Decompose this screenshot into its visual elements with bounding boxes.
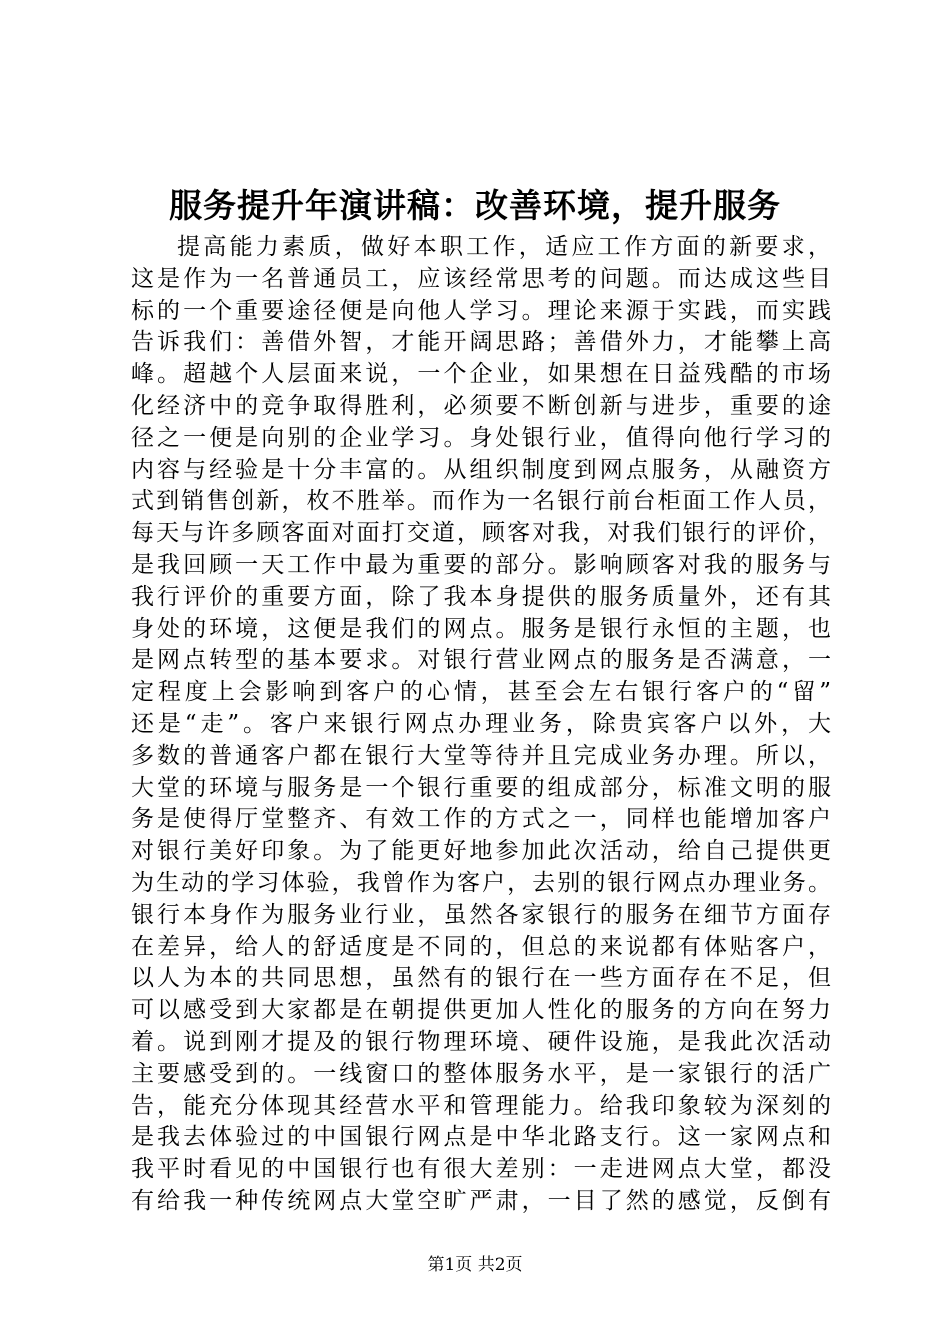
paragraph-line: 我行评价的重要方面，除了我本身提供的服务质量外，还有其 [131,583,831,610]
paragraph-line: 对银行美好印象。为了能更好地参加此次活动，给自己提供更 [131,838,831,865]
paragraph-line: 以人为本的共同思想，虽然有的银行在一些方面存在不足，但 [131,965,831,992]
paragraph-line: 着。说到刚才提及的银行物理环境、硬件设施，是我此次活动 [131,1028,831,1055]
paragraph-line: 告诉我们：善借外智，才能开阔思路；善借外力，才能攀上高 [131,329,831,356]
paragraph-line: 径之一便是向别的企业学习。身处银行业，值得向他行学习的 [131,424,831,451]
page-number-footer: 第1页 共2页 [427,1255,523,1275]
paragraph-line: 主要感受到的。一线窗口的整体服务水平，是一家银行的活广 [131,1060,831,1087]
paragraph-line: 在差异，给人的舒适度是不同的，但总的来说都有体贴客户， [131,933,831,960]
paragraph-line: 是网点转型的基本要求。对银行营业网点的服务是否满意，一 [131,647,831,674]
paragraph-line: 多数的普通客户都在银行大堂等待并且完成业务办理。所以， [131,742,831,769]
paragraph-line: 大堂的环境与服务是一个银行重要的组成部分，标准文明的服 [131,774,831,801]
paragraph-line: 是我回顾一天工作中最为重要的部分。影响顾客对我的服务与 [131,551,831,578]
paragraph-line: 内容与经验是十分丰富的。从组织制度到网点服务，从融资方 [131,456,831,483]
paragraph-line: 银行本身作为服务业行业，虽然各家银行的服务在细节方面存 [131,901,831,928]
paragraph-line: 标的一个重要途径便是向他人学习。理论来源于实践，而实践 [131,297,831,324]
paragraph-line: 式到销售创新，枚不胜举。而作为一名银行前台柜面工作人员， [131,488,831,515]
paragraph-line: 身处的环境，这便是我们的网点。服务是银行永恒的主题，也 [131,615,831,642]
paragraph-line: 这是作为一名普通员工，应该经常思考的问题。而达成这些目 [131,265,831,292]
document-title: 服务提升年演讲稿：改善环境，提升服务 [169,186,781,225]
paragraph-line: 峰。超越个人层面来说，一个企业，如果想在日益残酷的市场 [131,361,831,388]
paragraph-line: 我平时看见的中国银行也有很大差别：一走进网点大堂，都没 [131,1156,831,1183]
paragraph-line: 每天与许多顾客面对面打交道，顾客对我，对我们银行的评价， [131,520,831,547]
paragraph-line: 是我去体验过的中国银行网点是中华北路支行。这一家网点和 [131,1124,831,1151]
paragraph-line: 化经济中的竞争取得胜利，必须要不断创新与进步，重要的途 [131,392,831,419]
paragraph-line: 告，能充分体现其经营水平和管理能力。给我印象较为深刻的 [131,1092,831,1119]
paragraph-line: 可以感受到大家都是在朝提供更加人性化的服务的方向在努力 [131,997,831,1024]
paragraph-line: 为生动的学习体验，我曾作为客户，去别的银行网点办理业务。 [131,869,831,896]
paragraph-line: 还是“走”。客户来银行网点办理业务，除贵宾客户以外，大 [131,710,831,737]
paragraph-line: 有给我一种传统网点大堂空旷严肃，一目了然的感觉，反倒有 [131,1187,831,1214]
body-paragraph [131,232,831,1218]
paragraph-line: 定程度上会影响到客户的心情，甚至会左右银行客户的“留” [131,679,831,706]
paragraph-line: 提高能力素质，做好本职工作，适应工作方面的新要求， [177,234,831,260]
paragraph-line: 务是使得厅堂整齐、有效工作的方式之一，同样也能增加客户 [131,806,831,833]
